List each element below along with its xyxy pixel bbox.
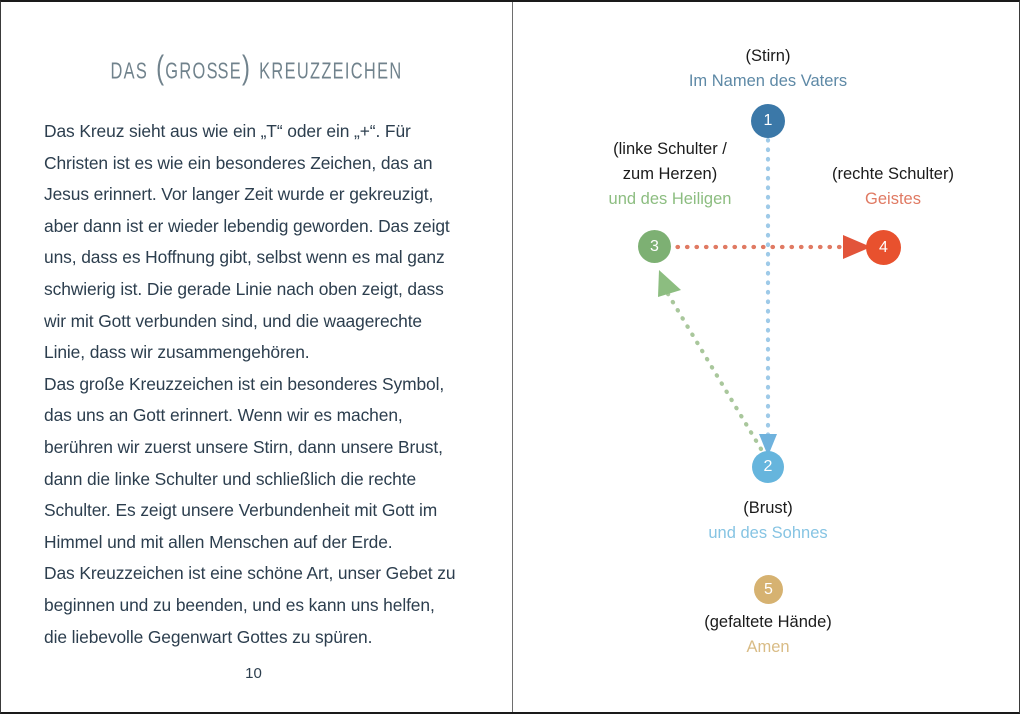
node-step-3-number: 3 <box>650 237 659 255</box>
node-step-1[interactable] <box>751 104 785 138</box>
left-page <box>1 2 512 716</box>
paragraph-1: Das Kreuz sieht aus wie ein „T“ oder ein „+“. Für Christen ist es wie ein besonderes Zeichen, das an Jesus erinnert. Vor langer Zeit wurde er gekreuzigt, aber dann ist er wieder lebendig geworden. Das zeigt uns, dass es Hoffnung gibt, selbst wenn es mal ganz schwierig ist. Die gerade Linie nach oben zeigt, dass wir mit Gott verbunden sind, und die waagerechte Linie, dass wir zusammengehören. <box>44 121 450 363</box>
label-step-4-words: Geistes <box>865 190 921 208</box>
label-step-1 <box>641 44 895 94</box>
page-title: das (große) kreuzzeichen <box>110 50 403 87</box>
label-step-5 <box>641 610 895 660</box>
node-step-4[interactable] <box>866 230 901 265</box>
page-number: 10 <box>245 665 262 682</box>
label-step-1-words: Im Namen des Vaters <box>688 72 848 90</box>
paragraph-3: Das Kreuzzeichen ist eine schöne Art, unser Gebet zu beginnen und zu beenden, und es kann uns helfen, die liebevolle Gegenwart Gottes zu spüren. <box>44 563 456 647</box>
right-page <box>513 2 1020 716</box>
body-text <box>44 116 462 653</box>
arrow-2-to-3-icon <box>658 270 761 449</box>
node-step-4-number: 4 <box>879 238 888 256</box>
node-step-2-number: 2 <box>763 458 773 475</box>
label-step-2-words: und des Sohnes <box>708 524 828 542</box>
label-step-5-words: Amen <box>746 638 790 656</box>
label-step-2-anatomy: (Brust) <box>743 499 793 517</box>
label-step-4 <box>738 162 1020 212</box>
label-step-3-anatomy-line-2: zum Herzen) <box>622 165 718 183</box>
label-step-2 <box>641 496 895 546</box>
label-step-3-words: und des Heiligen <box>608 190 732 208</box>
label-step-1-anatomy: (Stirn) <box>745 47 791 65</box>
node-step-5-number: 5 <box>764 580 773 598</box>
node-step-1-number: 1 <box>763 112 773 129</box>
label-step-4-anatomy: (rechte Schulter) <box>832 165 954 183</box>
node-step-3[interactable] <box>638 230 671 263</box>
paragraph-2: Das große Kreuzzeichen ist ein besonderes Symbol, das uns an Gott erinnert. Wenn wir es machen, berühren wir zuerst unsere Stirn, dann unsere Brust, dann die linke Schulter und schließlich die rechte Schulter. Es zeigt unsere Verbundenheit mit Gott im Himmel und mit allen Menschen auf der Erde. <box>44 373 445 552</box>
node-step-2[interactable] <box>752 451 784 483</box>
cross-sign-diagram <box>513 2 1020 716</box>
node-step-5[interactable] <box>754 575 783 604</box>
label-step-5-anatomy: (gefaltete Hände) <box>704 613 832 631</box>
label-step-3-anatomy-line-1: (linke Schulter / <box>613 140 727 158</box>
